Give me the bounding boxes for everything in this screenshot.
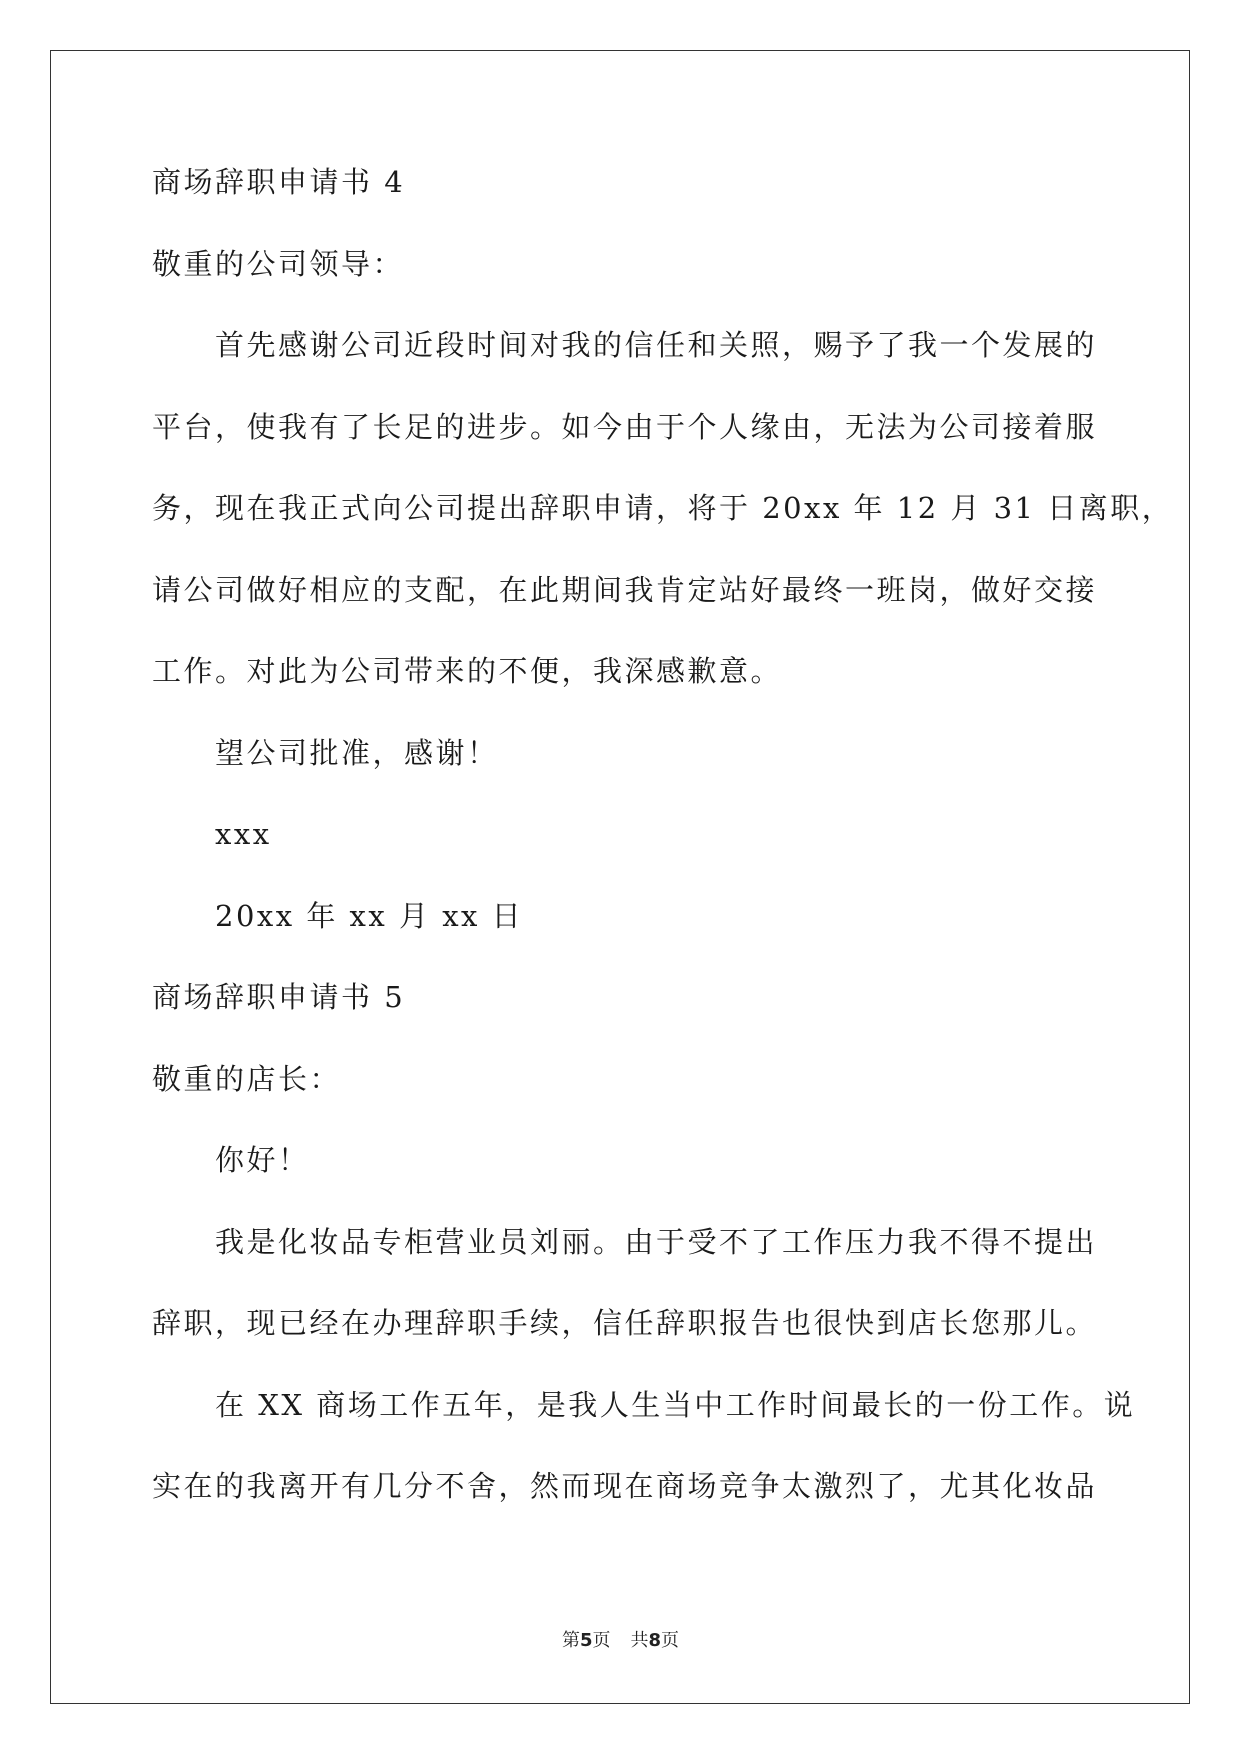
- salutation-line: 敬重的店长：: [152, 1061, 342, 1096]
- page-footer: [0, 1626, 1241, 1652]
- paragraph-line: 在 XX 商场工作五年，是我人生当中工作时间最长的一份工作。说: [215, 1387, 1136, 1422]
- total-label-suffix: 页: [661, 1630, 680, 1651]
- paragraph-line: 首先感谢公司近段时间对我的信任和关照，赐予了我一个发展的: [215, 328, 1098, 362]
- section-title-5: 商场辞职申请书 5: [152, 980, 406, 1014]
- paragraph-line: 实在的我离开有几分不舍，然而现在商场竞争太激烈了，尤其化妆品: [152, 1469, 1098, 1503]
- closing-line: 望公司批准，感谢！: [215, 735, 499, 770]
- paragraph-line: 平台，使我有了长足的进步。如今由于个人缘由，无法为公司接着服: [152, 409, 1098, 444]
- page-label-prefix: 第: [561, 1630, 580, 1651]
- section-title-4: 商场辞职申请书 4: [152, 165, 406, 199]
- paragraph-line: 我是化妆品专柜营业员刘丽。由于受不了工作压力我不得不提出: [215, 1224, 1098, 1259]
- paragraph-line: 辞职，现已经在办理辞职手续，信任辞职报告也很快到店长您那儿。: [152, 1306, 1098, 1340]
- signature-name: xxx: [215, 817, 272, 851]
- signature-date: 20xx 年 xx 月 xx 日: [215, 898, 524, 933]
- total-pages: 8: [648, 1630, 662, 1651]
- page-number: 5: [579, 1630, 593, 1651]
- salutation-line: 敬重的公司领导：: [152, 246, 405, 281]
- paragraph-line: 务，现在我正式向公司提出辞职申请，将于 20xx 年 12 月 31 日离职，: [152, 491, 1174, 525]
- total-label-prefix: 共: [630, 1630, 649, 1651]
- document-body: [152, 165, 1174, 1554]
- paragraph-line: 工作。对此为公司带来的不便，我深感歉意。: [152, 654, 783, 688]
- greeting-line: 你好！: [215, 1143, 310, 1177]
- page-label-suffix: 页: [592, 1630, 611, 1651]
- paragraph-line: 请公司做好相应的支配，在此期间我肯定站好最终一班岗，做好交接: [152, 572, 1098, 607]
